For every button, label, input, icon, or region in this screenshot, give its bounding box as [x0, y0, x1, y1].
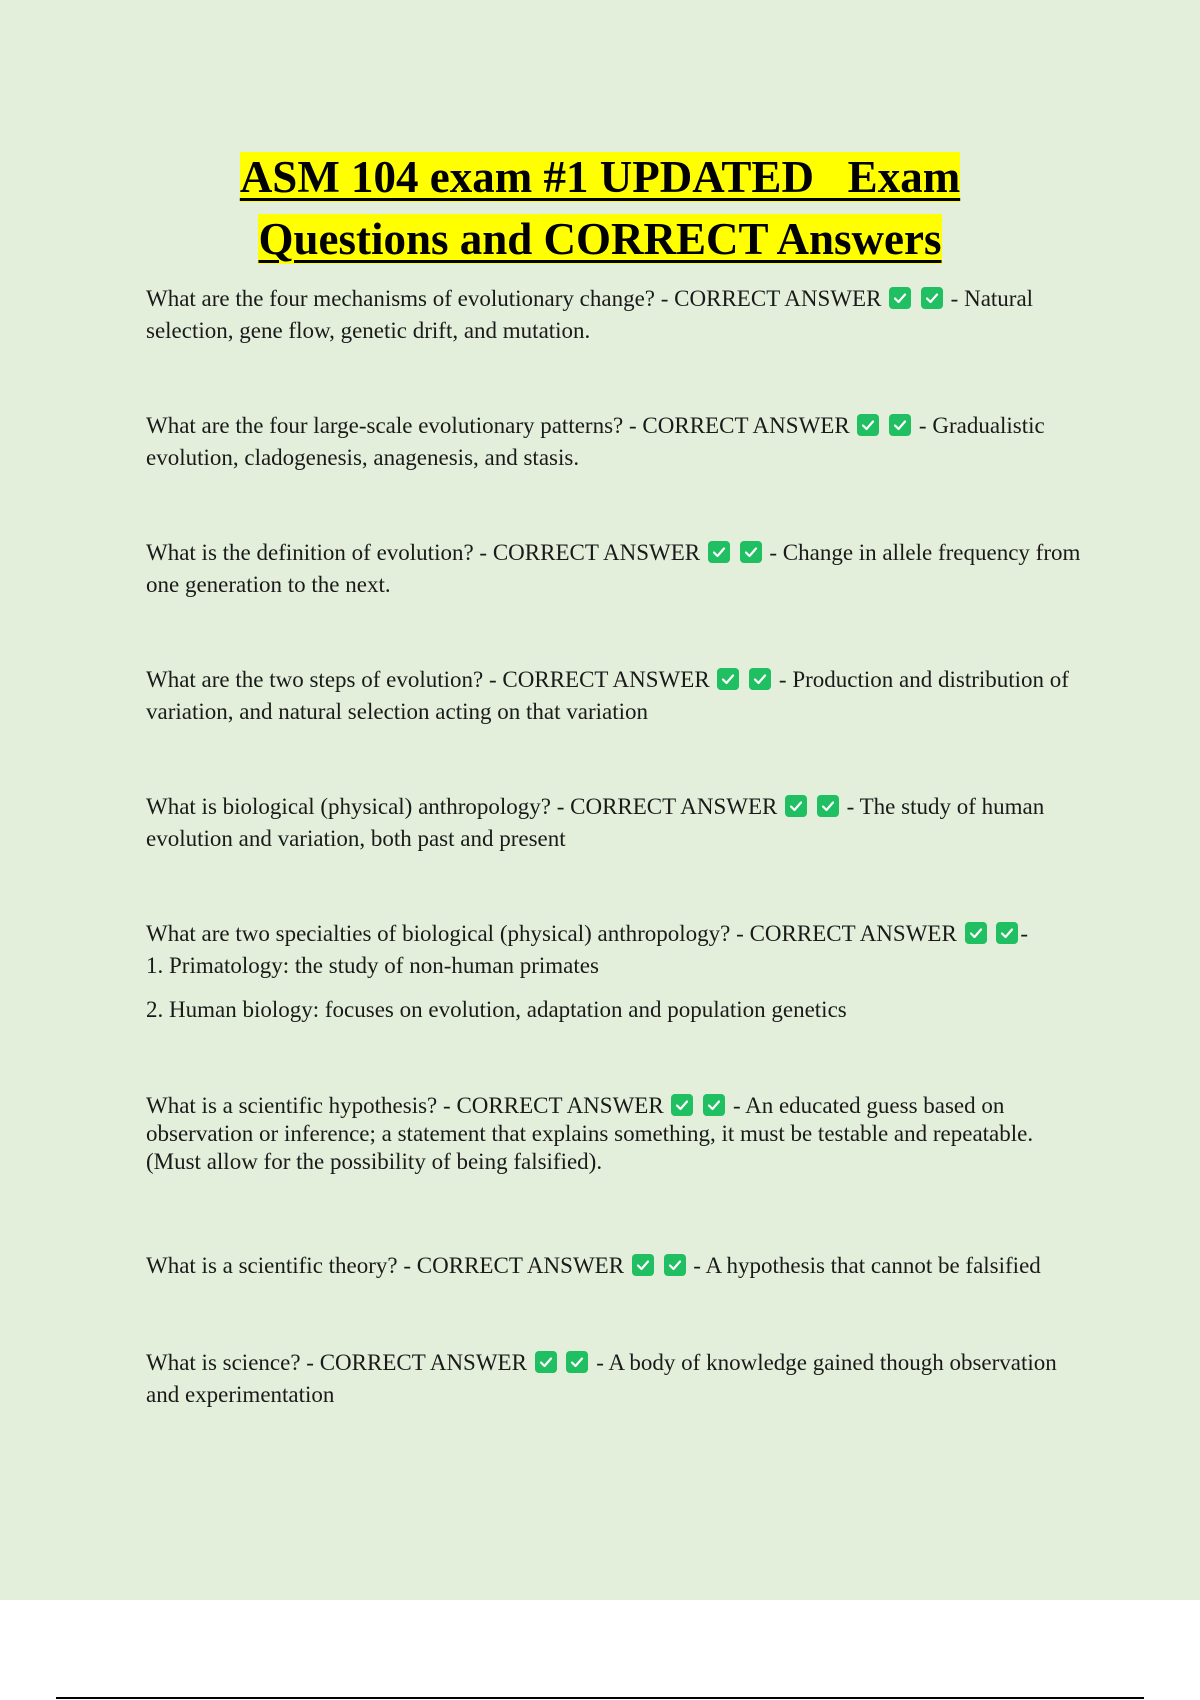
answer-text: Natural selection, gene flow, genetic drift, and mutation. — [146, 286, 1034, 343]
answer-list-item: 1. Primatology: the study of non-human primates — [146, 953, 599, 978]
answer-marker: CORRECT ANSWER — [416, 1253, 625, 1278]
question-text: What are the four mechanisms of evolutionary change? — [146, 286, 655, 311]
answer-marker: CORRECT ANSWER — [502, 667, 710, 692]
answer-marker: CORRECT ANSWER — [319, 1350, 527, 1375]
check-mark-icon — [740, 541, 762, 563]
answer-marker: CORRECT ANSWER — [492, 540, 701, 565]
check-mark-icon — [785, 795, 807, 817]
check-mark-icon — [671, 1094, 693, 1116]
check-mark-icon — [996, 922, 1018, 944]
answer-list-item: 2. Human biology: focuses on evolution, adaptation and population genetics — [146, 997, 847, 1022]
answer-marker: CORRECT ANSWER — [749, 921, 957, 946]
check-mark-icon — [749, 668, 771, 690]
question-text: What are two specialties of biological (physical) anthropology? — [146, 921, 731, 946]
check-mark-icon — [817, 795, 839, 817]
qa-item — [146, 1092, 1086, 1176]
qa-item — [146, 664, 1086, 728]
check-mark-icon — [632, 1254, 654, 1276]
question-text: What is biological (physical) anthropology? — [146, 794, 551, 819]
check-mark-icon — [965, 922, 987, 944]
answer-text: A hypothesis that cannot be falsified — [705, 1253, 1041, 1278]
answer-marker: CORRECT ANSWER — [674, 286, 882, 311]
check-mark-icon — [566, 1351, 588, 1373]
footer-divider — [56, 1697, 1144, 1699]
question-text: What are the four large-scale evolutionary patterns? — [146, 413, 624, 438]
answer-text: Change in allele frequency from one generation to the next. — [146, 540, 1081, 597]
qa-text: What is science? - CORRECT ANSWER - A body of knowledge gained though observation and experimentation — [146, 1350, 1057, 1407]
question-text: What is a scientific hypothesis? — [146, 1093, 438, 1118]
qa-text: What is a scientific hypothesis? - CORRECT ANSWER - An educated guess based on observation or inference; a statement that explains something, it must be testable and repeatable. (Must allow for the possibility of being falsified). — [146, 1093, 1034, 1174]
qa-item — [146, 410, 1086, 474]
check-mark-icon — [889, 414, 911, 436]
qa-text: What are the two steps of evolution? - CORRECT ANSWER - Production and distribution of variation, and natural selection acting on that variation — [146, 667, 1069, 724]
check-mark-icon — [857, 414, 879, 436]
qa-item — [146, 791, 1086, 855]
answer-text: Production and distribution of variation, and natural selection acting on that variation — [146, 667, 1069, 724]
answer-marker: CORRECT ANSWER — [456, 1093, 664, 1118]
check-mark-icon — [708, 541, 730, 563]
qa-item — [146, 1347, 1086, 1411]
qa-text: What are two specialties of biological (physical) anthropology? - CORRECT ANSWER - — [146, 921, 1028, 946]
answer-text: An educated guess based on observation or inference; a statement that explains something, it must be testable and repeatable. (Must allow for the possibility of being falsified). — [146, 1093, 1034, 1174]
qa-text: What are the four mechanisms of evolutionary change? - CORRECT ANSWER - Natural selection, gene flow, genetic drift, and mutation. — [146, 286, 1034, 343]
question-text: What is a scientific theory? — [146, 1253, 398, 1278]
qa-item — [146, 283, 1086, 347]
question-text: What is science? — [146, 1350, 301, 1375]
qa-item — [146, 918, 1086, 1026]
qa-text: What is the definition of evolution? - CORRECT ANSWER - Change in allele frequency from one generation to the next. — [146, 540, 1081, 597]
check-mark-icon — [664, 1254, 686, 1276]
answer-marker: CORRECT ANSWER — [642, 413, 850, 438]
check-mark-icon — [535, 1351, 557, 1373]
title-line-2: Questions and CORRECT Answers — [258, 214, 942, 264]
question-text: What is the definition of evolution? — [146, 540, 474, 565]
qa-item — [146, 1250, 1086, 1282]
qa-text: What is biological (physical) anthropology? - CORRECT ANSWER - The study of human evolution and variation, both past and present — [146, 794, 1045, 851]
title-line-1: ASM 104 exam #1 UPDATED Exam — [239, 152, 961, 202]
question-text: What are the two steps of evolution? — [146, 667, 484, 692]
check-mark-icon — [921, 287, 943, 309]
answer-text: The study of human evolution and variation, both past and present — [146, 794, 1045, 851]
check-mark-icon — [717, 668, 739, 690]
answer-text: Gradualistic evolution, cladogenesis, anagenesis, and stasis. — [146, 413, 1045, 470]
answer-marker: CORRECT ANSWER — [570, 794, 778, 819]
qa-item — [146, 537, 1086, 601]
document-title — [0, 146, 1200, 270]
answer-text: A body of knowledge gained though observation and experimentation — [146, 1350, 1057, 1407]
qa-text: What is a scientific theory? - CORRECT ANSWER - A hypothesis that cannot be falsified — [146, 1253, 1041, 1278]
check-mark-icon — [889, 287, 911, 309]
check-mark-icon — [703, 1094, 725, 1116]
qa-text: What are the four large-scale evolutionary patterns? - CORRECT ANSWER - Gradualistic evolution, cladogenesis, anagenesis, and stasis. — [146, 413, 1045, 470]
